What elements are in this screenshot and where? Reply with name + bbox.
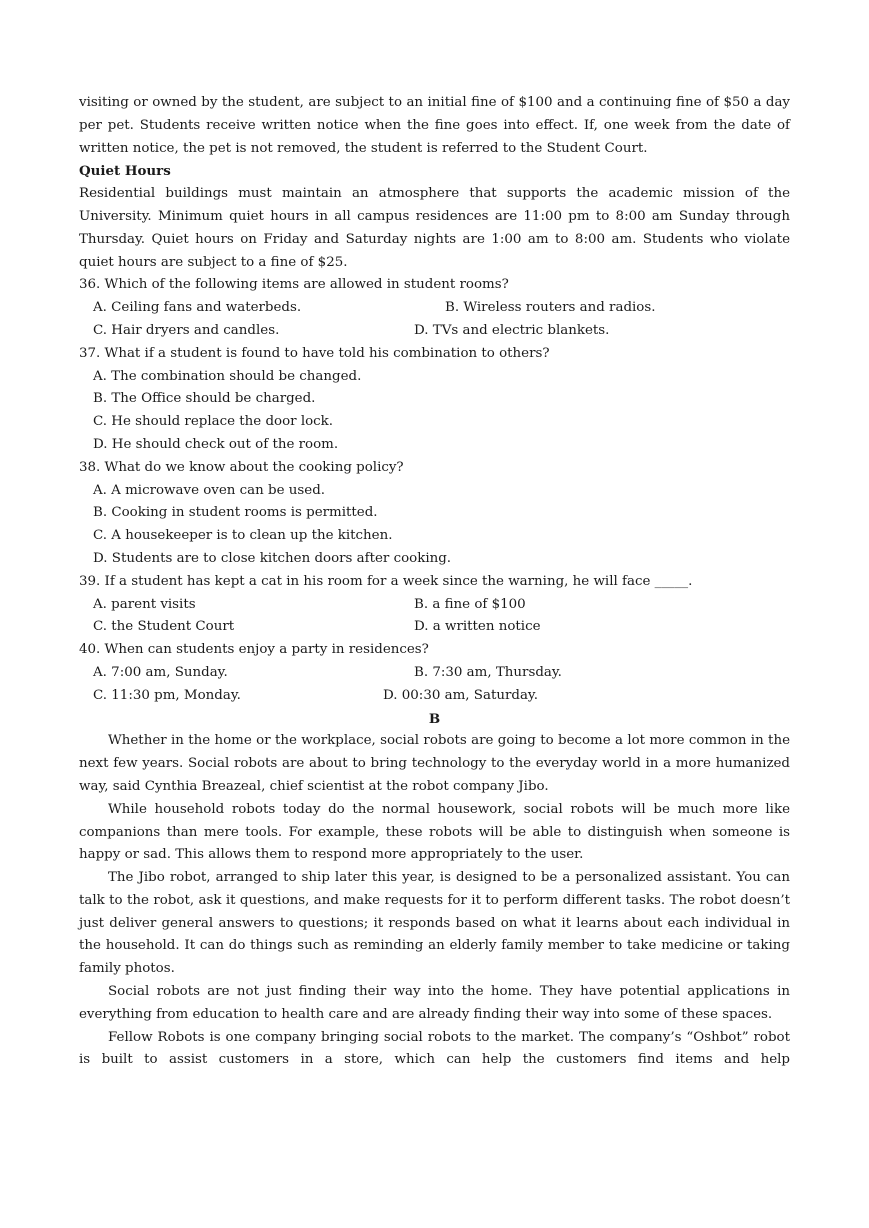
question-39-option-a: A. parent visits (93, 596, 196, 612)
question-40-options-row-1 (79, 662, 790, 685)
question-38-option-d: D. Students are to close kitchen doors after cooking. (93, 550, 452, 566)
pets-policy-paragraph: visiting or owned by the student, are subject to an initial fine of $100 and a continuing fine of $50 a day per pet. Students receive written notice when the fine goes into effect. If, one week from the date of written notice, the pet is not removed, the student is referred to the Student Court. (79, 95, 790, 156)
question-40-stem: 40. When can students enjoy a party in residences? (79, 642, 429, 658)
passage-b-paragraph-4: Social robots are not just finding their way into the home. They have potential applications in everything from education to health care and are already finding their way into some of these spaces. (79, 984, 790, 1022)
question-39-options-row-2 (79, 616, 790, 639)
question-39-option-c: C. the Student Court (93, 619, 235, 635)
passage-b-paragraph-1: Whether in the home or the workplace, social robots are going to become a lot more common in the next few years. Social robots are about to bring technology to the everyday world in a more humanized way, said Cynthia Breazeal, chief scientist at the robot company Jibo. (79, 733, 790, 794)
passage-b-paragraph-5: Fellow Robots is one company bringing social robots to the market. The company’s “Oshbot” robot is built to assist customers in a store, which can help the customers find items and help (79, 1029, 790, 1068)
question-37-stem: 37. What if a student is found to have told his combination to others? (79, 345, 550, 361)
quiet-hours-heading: Quiet Hours (79, 163, 171, 180)
passage-b-paragraph-2: While household robots today do the normal housework, social robots will be much more like companions than mere tools. For example, these robots will be able to distinguish when someone is happy or sad. This allows them to respond more appropriately to the user. (79, 801, 790, 863)
question-39-stem: 39. If a student has kept a cat in his room for a week since the warning, he will face _____. (79, 573, 693, 589)
quiet-hours-paragraph: Residential buildings must maintain an atmosphere that supports the academic mission of the University. Minimum quiet hours in all campus residences are 11:00 pm to 8:00 am Sunday through Thursday. Quiet hours on Friday and Saturday nights are 1:00 am to 8:00 am. Students who violate quiet hours are subject to a fine of $25. (79, 186, 790, 270)
question-38-stem: 38. What do we know about the cooking policy? (79, 459, 404, 475)
question-40-option-a: A. 7:00 am, Sunday. (93, 664, 228, 680)
question-39-option-b: B. a fine of $100 (414, 596, 526, 612)
question-37-option-b: B. The Office should be charged. (93, 391, 316, 407)
question-36-option-c: C. Hair dryers and candles. (93, 322, 280, 338)
question-36-stem: 36. Which of the following items are allowed in student rooms? (79, 277, 509, 293)
passage-b-paragraph-3: The Jibo robot, arranged to ship later this year, is designed to be a personalized assistant. You can talk to the robot, ask it questions, and make requests for it to perform different tasks. The robot doesn’t just deliver general answers to questions; it responds based on what it learns about each individual in the household. It can do things such as reminding an elderly family member to take medicine or taking family photos. (79, 870, 790, 977)
question-36-options-row-1 (79, 297, 790, 320)
document-page (79, 92, 790, 1072)
question-36-option-a: A. Ceiling fans and waterbeds. (93, 300, 302, 316)
question-37-option-c: C. He should replace the door lock. (93, 414, 334, 430)
question-36-options-row-2 (79, 320, 790, 343)
section-b-label: B (428, 710, 441, 727)
question-40-option-d: D. 00:30 am, Saturday. (383, 687, 538, 703)
question-40-options-row-2 (79, 685, 790, 708)
question-40-option-c: C. 11:30 pm, Monday. (93, 687, 241, 703)
question-38-option-b: B. Cooking in student rooms is permitted. (93, 505, 378, 521)
question-38-option-a: A. A microwave oven can be used. (93, 482, 326, 498)
question-40-option-b: B. 7:30 am, Thursday. (414, 664, 562, 680)
question-39-option-d: D. a written notice (414, 619, 541, 635)
question-39-options-row-1 (79, 594, 790, 617)
question-37-option-a: A. The combination should be changed. (93, 368, 362, 384)
question-38-option-c: C. A housekeeper is to clean up the kitchen. (93, 528, 393, 544)
question-36-option-b: B. Wireless routers and radios. (445, 300, 656, 316)
question-37-option-d: D. He should check out of the room. (93, 436, 339, 452)
question-36-option-d: D. TVs and electric blankets. (414, 322, 610, 338)
